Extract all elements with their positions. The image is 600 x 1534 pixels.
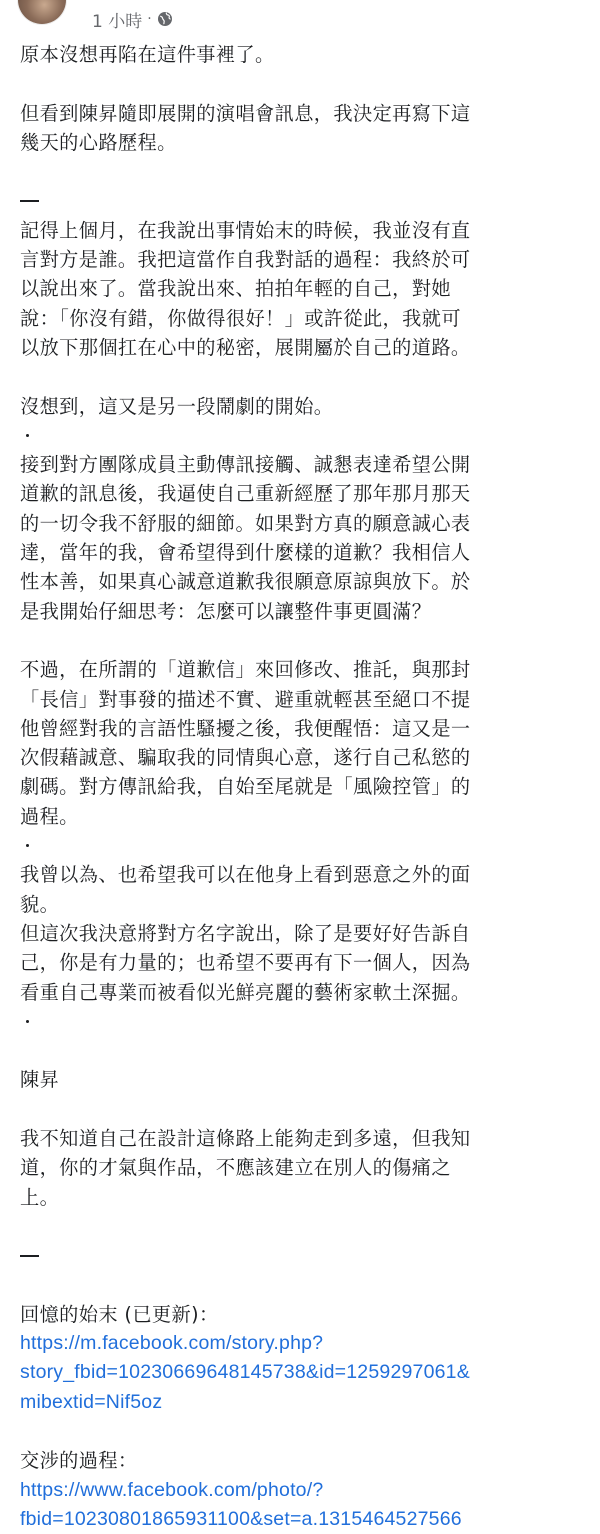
text-line: 性本善，如果真心誠意道歉我很願意原諒與放下。於 <box>20 570 471 594</box>
text-line: 但看到陳昇隨即展開的演唱會訊息，我決定再寫下這 <box>20 101 471 125</box>
text-line: 但這次我決意將對方名字說出，除了是要好好告訴自 <box>20 921 471 945</box>
text-line: 道歉的訊息後，我逼使自己重新經歷了那年那月那天 <box>20 482 471 506</box>
section-dash <box>20 1255 39 1257</box>
text-line: 上。 <box>20 1185 60 1209</box>
text-line: 貌。 <box>20 892 60 916</box>
paragraph-gap <box>20 1212 592 1241</box>
section-dot <box>20 1007 592 1036</box>
link-label-negotiation: 交涉的過程： <box>20 1449 138 1473</box>
link-negotiation-line[interactable]: https://www.facebook.com/photo/? <box>20 1478 324 1501</box>
paragraph-gap <box>20 157 592 186</box>
post-timestamp[interactable]: 1 小時 <box>92 11 143 32</box>
text-line: 接到對方團隊成員主動傳訊接觸、誠懇表達希望公開 <box>20 453 471 477</box>
text-line: 以說出來了。當我說出來、拍拍年輕的自己，對她 <box>20 277 451 301</box>
section-dot <box>20 421 592 450</box>
paragraph-gap <box>20 1417 592 1446</box>
section-dash <box>20 200 39 202</box>
post-meta <box>92 7 173 31</box>
text-line: 記得上個月，在我說出事情始末的時候，我並沒有直 <box>20 218 471 242</box>
globe-icon[interactable] <box>157 11 173 27</box>
text-line: 陳昇 <box>20 1068 60 1092</box>
link-label-memory: 回憶的始末 (已更新)： <box>20 1302 219 1326</box>
paragraph-gap <box>20 1036 592 1065</box>
text-line: 原本沒想再陷在這件事裡了。 <box>20 43 275 66</box>
link-memory-line[interactable]: https://m.facebook.com/story.php? <box>20 1332 324 1355</box>
text-line: 我不知道自己在設計這條路上能夠走到多遠，但我知 <box>20 1126 471 1150</box>
section-dot <box>20 831 592 860</box>
text-line: 說：「你沒有錯，你做得很好！」或許從此，我就可 <box>20 306 461 330</box>
text-line: 不過，在所謂的「道歉信」來回修改、推託，與那封 <box>20 658 471 682</box>
link-negotiation-line[interactable]: fbid=10230801865931100&set=a.1315464527566 <box>20 1507 462 1530</box>
meta-separator: · <box>147 11 152 27</box>
text-line: 幾天的心路歷程。 <box>20 130 177 154</box>
link-memory-line[interactable]: mibextid=Nif5oz <box>20 1390 163 1413</box>
text-line: 道，你的才氣與作品，不應該建立在別人的傷痛之 <box>20 1156 451 1180</box>
text-line: 言對方是誰。我把這當作自我對話的過程：我終於可 <box>20 248 471 272</box>
paragraph-gap <box>20 69 592 98</box>
paragraph-gap <box>20 1095 592 1124</box>
paragraph-gap <box>20 362 592 391</box>
text-line: 「長信」對事發的描述不實、避重就輕甚至絕口不提 <box>20 687 471 711</box>
text-line: 是我開始仔細思考：怎麼可以讓整件事更圓滿？ <box>20 599 432 623</box>
post-header <box>0 0 600 36</box>
text-line: 次假藉誠意、騙取我的同情與心意，遂行自己私慾的 <box>20 746 471 770</box>
paragraph-gap <box>20 626 592 655</box>
text-line: 劇碼。對方傳訊給我，自始至尾就是「風險控管」的 <box>20 775 471 799</box>
text-line: 以放下那個扛在心中的秘密，展開屬於自己的道路。 <box>20 335 471 359</box>
text-line: 我曾以為、也希望我可以在他身上看到惡意之外的面 <box>20 863 471 887</box>
text-line: 看重自己專業而被看似光鮮亮麗的藝術家軟土深掘。 <box>20 980 471 1004</box>
post-body <box>20 40 592 1534</box>
text-line: 沒想到，這又是另一段鬧劇的開始。 <box>20 394 334 418</box>
link-memory-line[interactable]: story_fbid=10230669648145738&id=1259297061& <box>20 1361 470 1384</box>
text-line: 過程。 <box>20 804 79 828</box>
avatar[interactable] <box>18 0 66 24</box>
text-line: 達，當年的我，會希望得到什麼樣的道歉？我相信人 <box>20 541 471 565</box>
text-line: 的一切令我不舒服的細節。如果對方真的願意誠心表 <box>20 511 471 535</box>
paragraph-gap <box>20 1270 592 1299</box>
text-line: 己，你是有力量的；也希望不要再有下一個人，因為 <box>20 951 471 975</box>
text-line: 他曾經對我的言語性騷擾之後，我便醒悟：這又是一 <box>20 716 471 740</box>
